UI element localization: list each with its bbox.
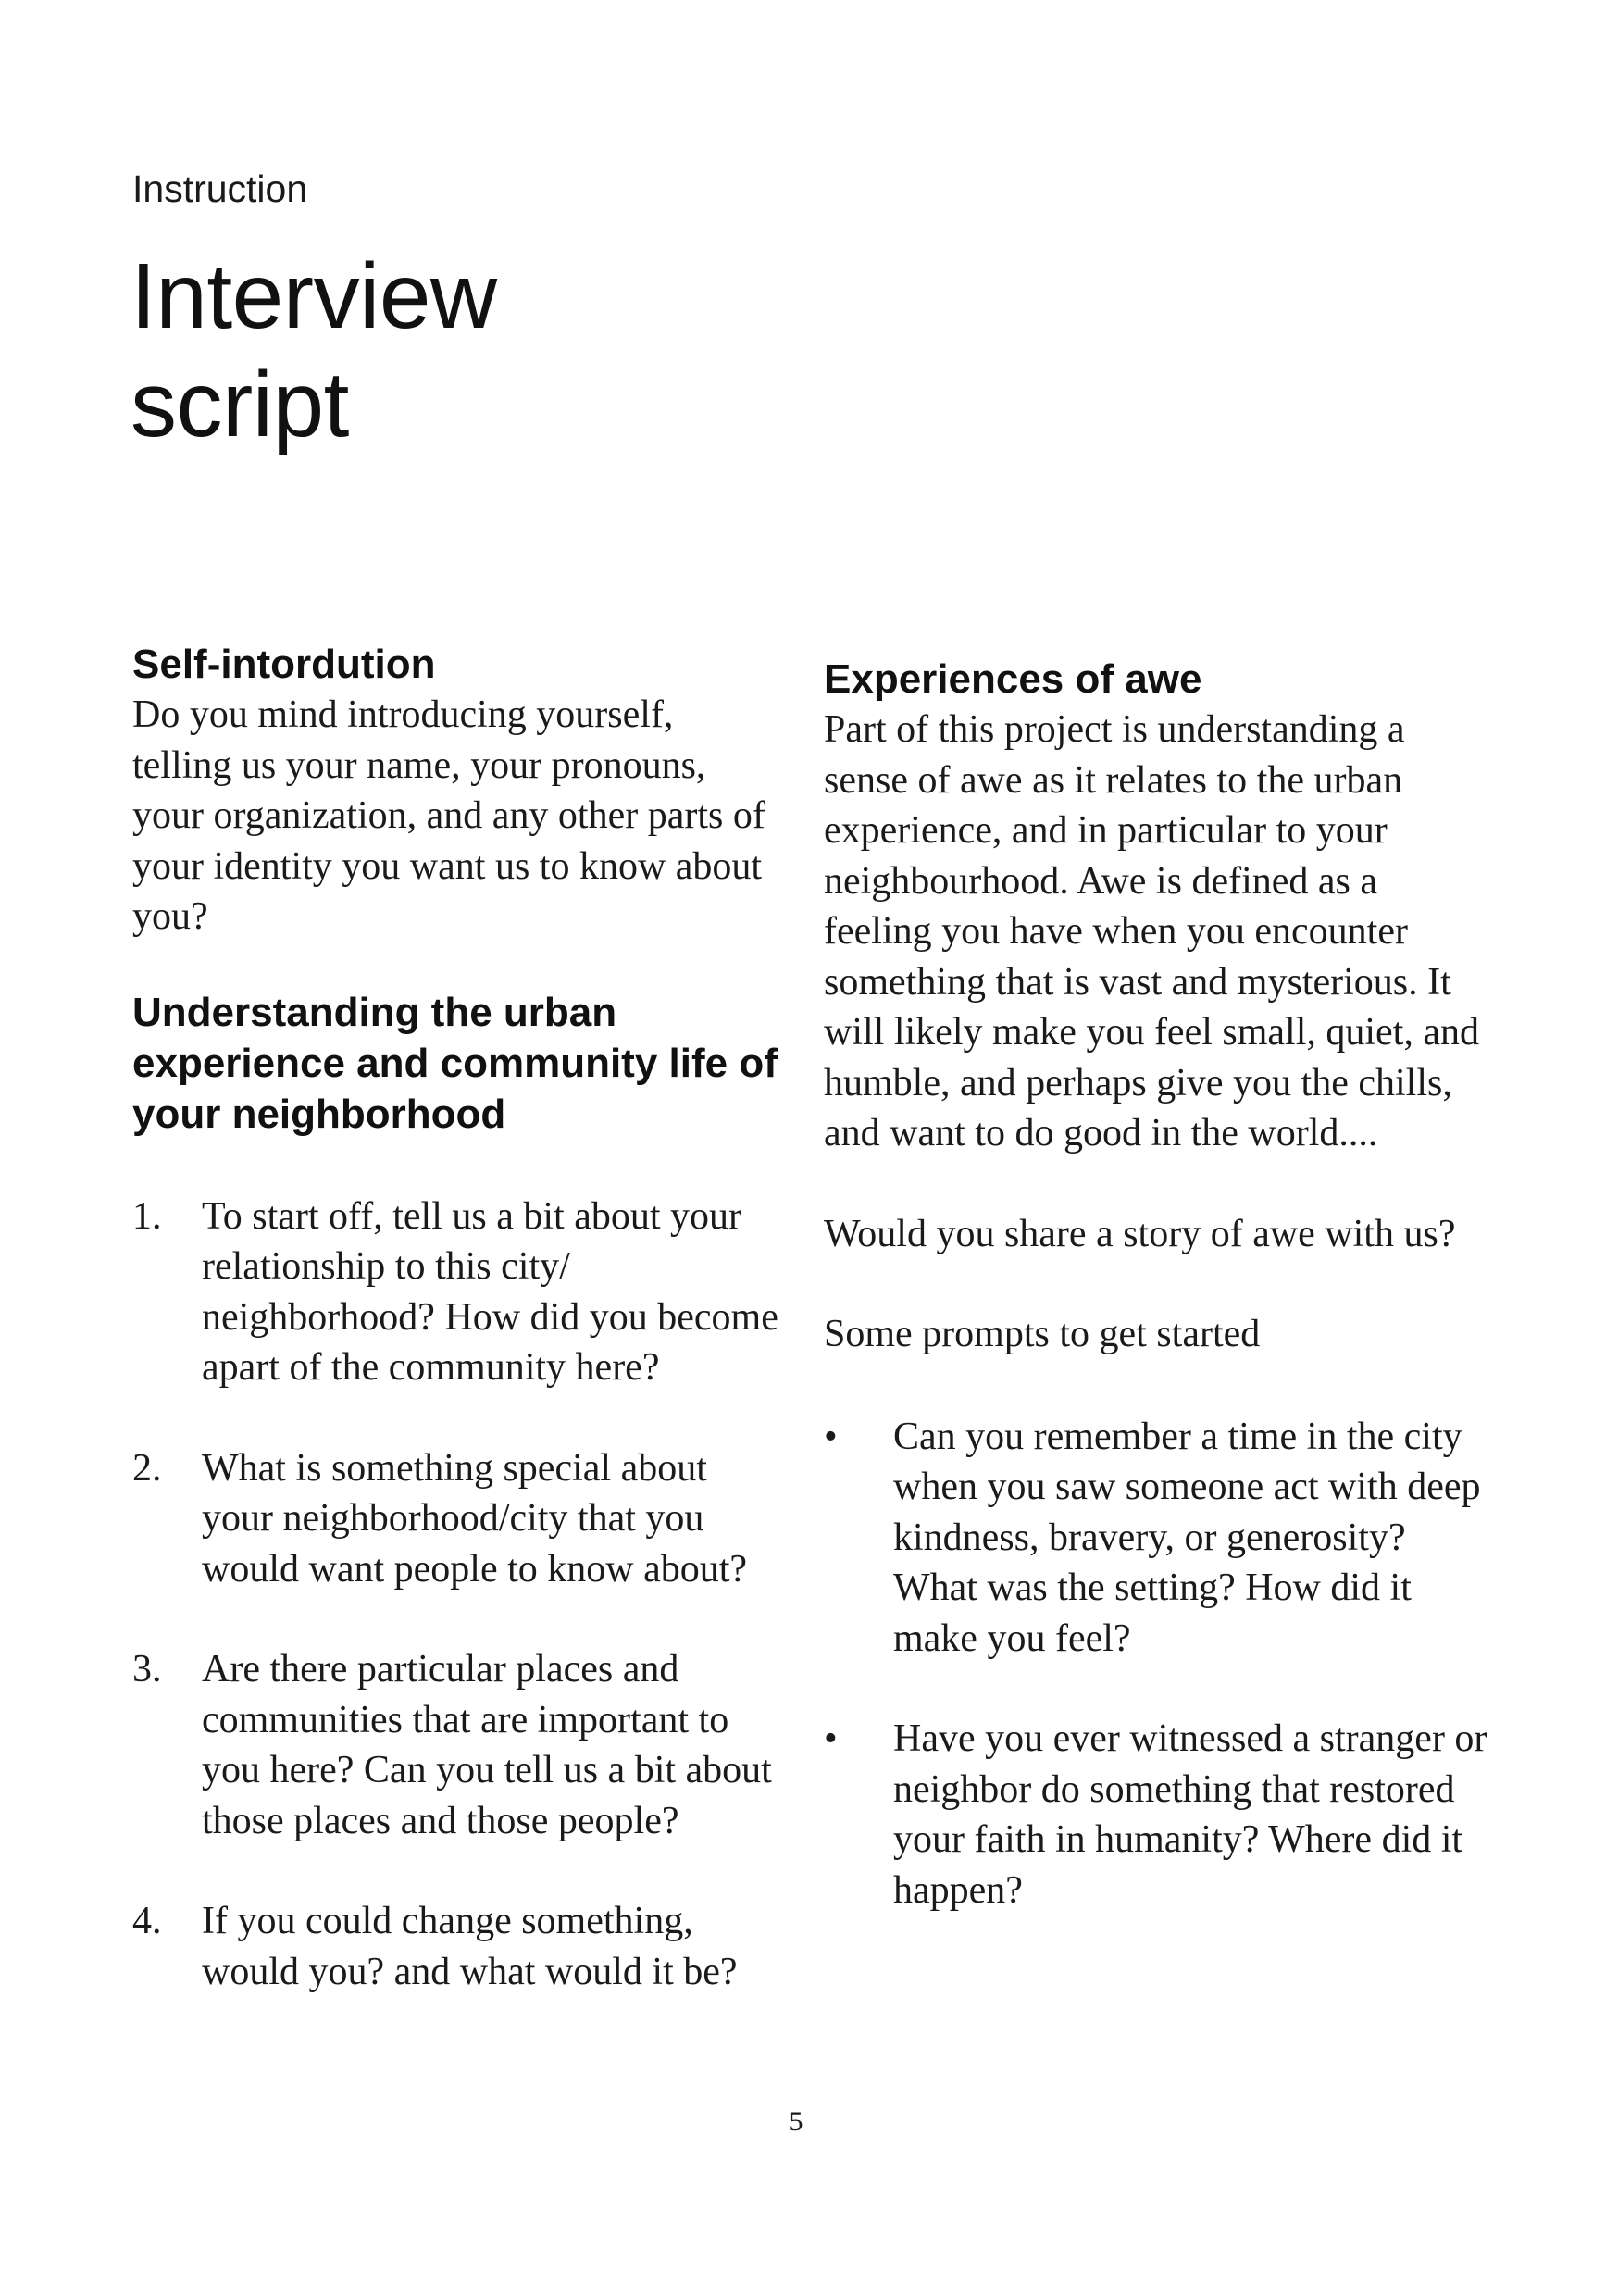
question-text: To start off, tell us a bit about your relationship to this city/ neighborhood? How did you become apart of the community here? xyxy=(202,1194,778,1389)
right-column xyxy=(824,654,1490,1965)
page-title-line-2: script xyxy=(131,353,349,456)
prompt-text: Have you ever witnessed a stranger or neighbor do something that restored your faith in humanity? Where did it happen? xyxy=(893,1717,1487,1912)
page-number: 5 xyxy=(789,2106,803,2137)
question-list xyxy=(132,1192,780,1998)
section-spacer xyxy=(132,942,780,987)
urban-experience-heading: Understanding the urban experience and community life of your neighborhood xyxy=(132,989,778,1137)
bullet-icon: • xyxy=(824,1415,838,1458)
prompt-list xyxy=(824,1412,1490,1916)
question-item xyxy=(132,1192,780,1393)
self-introduction-body: Do you mind introducing yourself, telling us your name, your pronouns, your organization, and any other parts of your identity you want us to know about you? xyxy=(132,693,765,938)
awe-question: Would you share a story of awe with us? xyxy=(824,1212,1456,1255)
question-text: If you could change something, would you? and what would it be? xyxy=(202,1900,738,1993)
question-number: 2. xyxy=(132,1446,162,1490)
section-spacer xyxy=(132,1140,780,1192)
left-column xyxy=(132,639,780,2047)
question-number: 4. xyxy=(132,1900,162,1942)
self-introduction-heading: Self-intordution xyxy=(132,642,436,687)
question-text: Are there particular places and communities that are important to you here? Can you tell us a bit about those places and those people? xyxy=(202,1648,772,1842)
question-item xyxy=(132,1443,780,1595)
question-item xyxy=(132,1644,780,1846)
question-text: What is something special about your neighborhood/city that you would want people to know about? xyxy=(202,1446,748,1591)
section-spacer xyxy=(824,1159,1490,1209)
page-title xyxy=(131,243,497,459)
prompt-text: Can you remember a time in the city when you saw someone act with deep kindness, bravery, or generosity? What was the setting? How did it make you feel? xyxy=(893,1415,1481,1660)
prompt-item xyxy=(824,1714,1490,1915)
bullet-icon: • xyxy=(824,1717,838,1760)
section-spacer xyxy=(824,1259,1490,1309)
section-label: Instruction xyxy=(132,168,308,210)
section-spacer xyxy=(824,1360,1490,1412)
prompts-label: Some prompts to get started xyxy=(824,1313,1261,1355)
question-number: 3. xyxy=(132,1648,162,1691)
question-item xyxy=(132,1896,780,1997)
question-number: 1. xyxy=(132,1194,162,1238)
awe-body: Part of this project is understanding a sense of awe as it relates to the urban experience, and in particular to your neighbourhood. Awe is defined as a feeling you have when you encounter something that is vast and mysterious. It will likely make you feel small, quiet, and humble, and perhaps give you the chills, and want to do good in the world.... xyxy=(824,708,1479,1154)
page-title-line-1: Interview xyxy=(131,244,497,348)
prompt-item xyxy=(824,1412,1490,1665)
awe-heading: Experiences of awe xyxy=(824,656,1202,702)
